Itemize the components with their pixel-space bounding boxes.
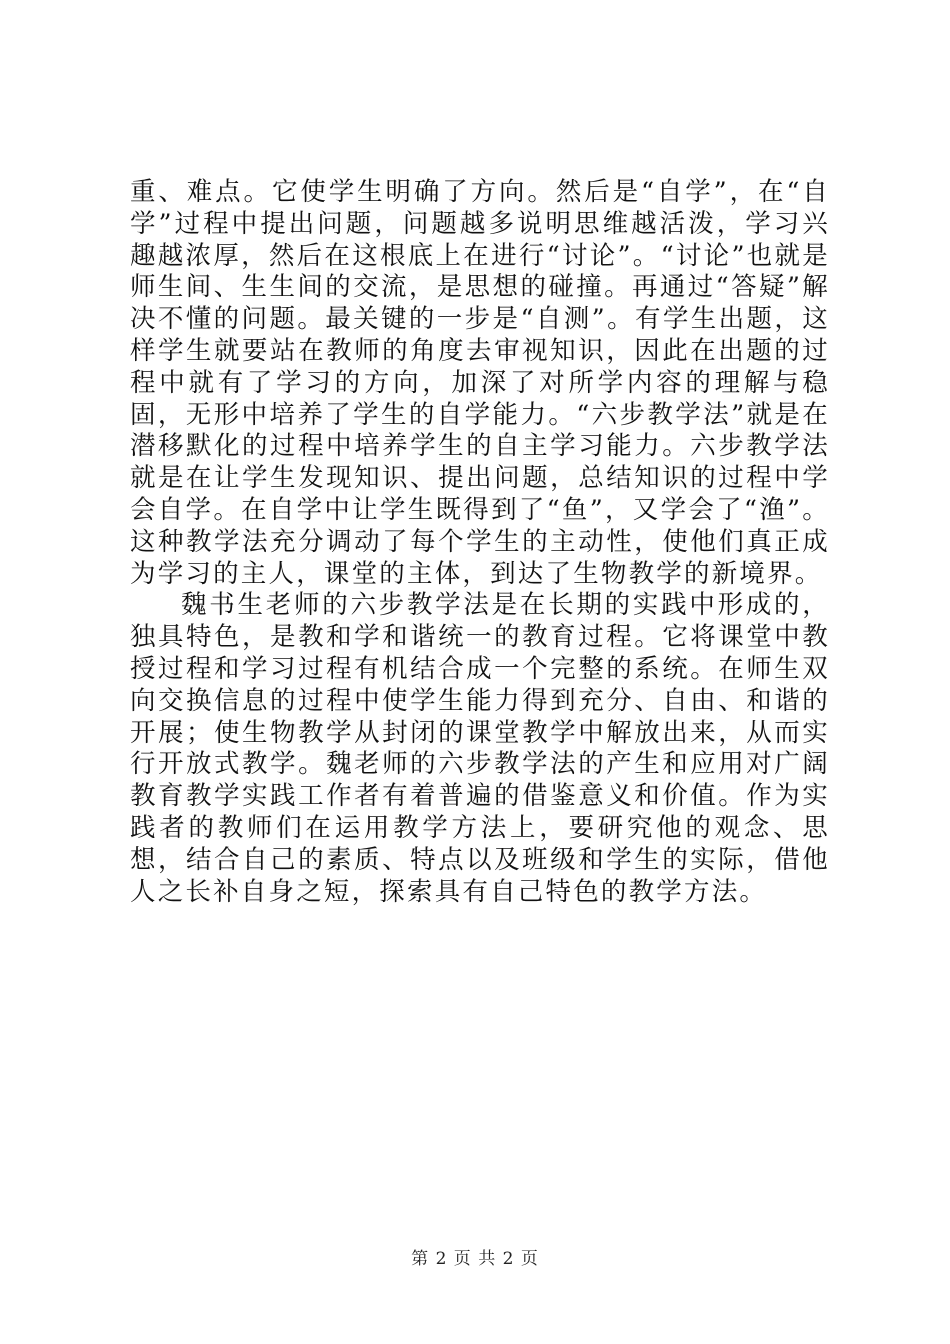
paragraph-continuation: 重、难点。它使学生明确了方向。然后是“自学”，在“自学”过程中提出问题，问题越多说明思维越活泼，学习兴趣越浓厚，然后在这根底上在进行“讨论”。“讨论”也就是师生间、生生间的交流，是思想的碰撞。再通过“答疑”解决不懂的问题。最关键的一步是“自测”。有学生出题，这样学生就要站在教师的角度去审视知识，因此在出题的过程中就有了学习的方向，加深了对所学内容的理解与稳固，无形中培养了学生的自学能力。“六步教学法”就是在潜移默化的过程中培养学生的自主学习能力。六步教学法就是在让学生发现知识、提出问题，总结知识的过程中学会自学。在自学中让学生既得到了“鱼”，又学会了“渔”。这种教学法充分调动了每个学生的主动性，使他们真正成为学习的主人，课堂的主体，到达了生物教学的新境界。 [130,177,830,589]
document-body [130,177,830,908]
paragraph-conclusion: 魏书生老师的六步教学法是在长期的实践中形成的，独具特色，是教和学和谐统一的教育过程。它将课堂中教授过程和学习过程有机结合成一个完整的系统。在师生双向交换信息的过程中使学生能力得到充分、自由、和谐的开展；使生物教学从封闭的课堂教学中解放出来，从而实行开放式教学。魏老师的六步教学法的产生和应用对广阔教育教学实践工作者有着普遍的借鉴意义和价值。作为实践者的教师们在运用教学方法上，要研究他的观念、思想，结合自己的素质、特点以及班级和学生的实际，借他人之长补自身之短，探索具有自己特色的教学方法。 [130,590,830,907]
page-number-footer: 第 2 页 共 2 页 [411,1249,539,1269]
